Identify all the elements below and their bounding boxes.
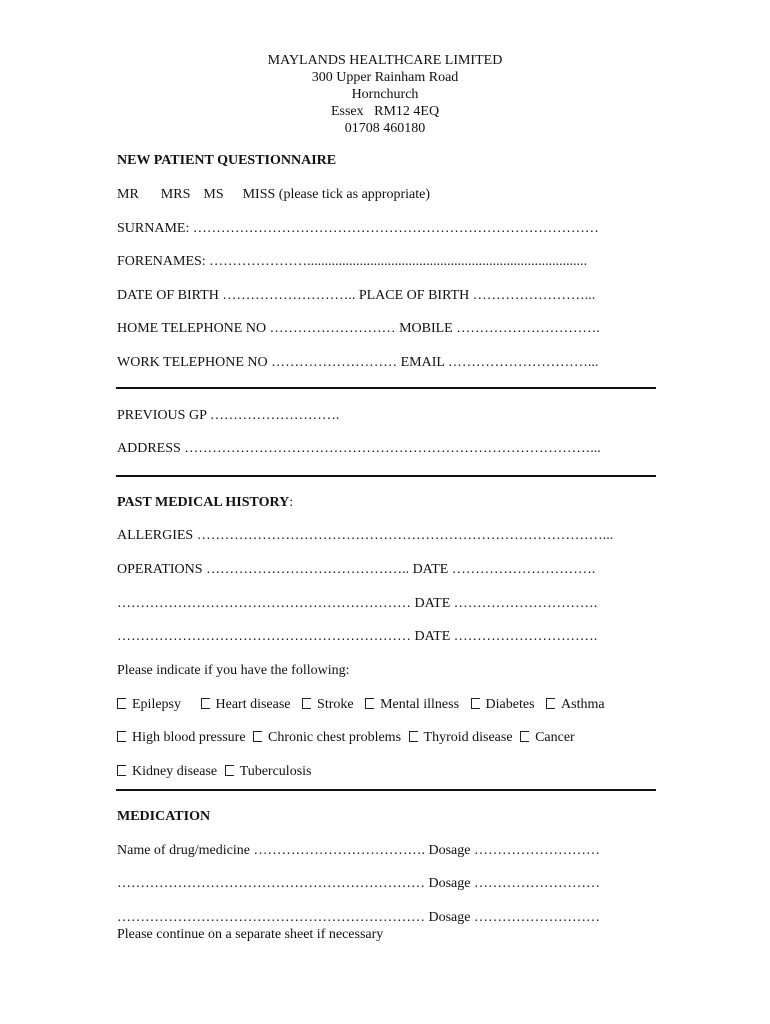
title-option-mrs[interactable]: MRS [160,187,191,202]
medication-heading: MEDICATION [117,809,211,824]
checkbox-heart-disease[interactable] [201,698,210,709]
allergies-field[interactable]: ALLERGIES ……………………………………………………………………………... [117,528,614,543]
checkbox-thyroid-disease[interactable] [409,731,418,742]
address-line-3: Essex RM12 4EQ [330,104,440,119]
title-option-mr[interactable]: MR [117,187,139,202]
history-heading-text: PAST MEDICAL HISTORY [117,495,290,510]
condition-kidney-disease: Kidney disease [132,764,218,779]
home-telephone-field[interactable]: HOME TELEPHONE NO ……………………… MOBILE …………………………. [117,321,600,336]
condition-diabetes: Diabetes [485,697,535,712]
checkbox-asthma[interactable] [546,698,555,709]
condition-mental-illness: Mental illness [380,697,460,712]
medication-line-3[interactable]: ………………………………………………………… Dosage ……………………… [117,910,600,925]
divider-2 [116,475,656,477]
title-option-ms[interactable]: MS [203,187,224,202]
condition-tuberculosis: Tuberculosis [239,764,312,779]
divider-1 [116,387,656,389]
title-option-miss[interactable]: MISS (please tick as appropriate) [242,187,430,202]
condition-epilepsy: Epilepsy [132,697,181,712]
checkbox-tuberculosis[interactable] [225,765,234,776]
condition-thyroid-disease: Thyroid disease [423,730,513,745]
continue-note: Please continue on a separate sheet if necessary [117,927,384,942]
history-heading-colon: : [289,495,294,510]
medication-line-1[interactable]: Name of drug/medicine ………………………………. Dosage ……………………… [117,843,600,858]
checkbox-kidney-disease[interactable] [117,765,126,776]
checkbox-mental-illness[interactable] [365,698,374,709]
work-telephone-field[interactable]: WORK TELEPHONE NO ……………………… EMAIL …………………………... [117,355,599,370]
conditions-row-3 [117,763,653,781]
conditions-prompt: Please indicate if you have the following: [117,663,350,678]
title-options [117,186,653,204]
divider-3 [116,789,656,791]
form-title: NEW PATIENT QUESTIONNAIRE [117,153,337,168]
condition-asthma: Asthma [561,697,605,712]
checkbox-epilepsy[interactable] [117,698,126,709]
condition-heart-disease: Heart disease [215,697,291,712]
operations-line-2[interactable]: ……………………………………………………… DATE …………………………. [117,596,598,611]
operations-field[interactable]: OPERATIONS …………………………………….. DATE …………………………. [117,562,596,577]
condition-chronic-chest-problems: Chronic chest problems [268,730,402,745]
address-line-1: 300 Upper Rainham Road [311,70,459,85]
company-name: MAYLANDS HEALTHCARE LIMITED [267,53,503,68]
gp-address-field[interactable]: ADDRESS ……………………………………………………………………………... [117,441,601,456]
date-of-birth-field[interactable]: DATE OF BIRTH ……………………….. PLACE OF BIRTH ……………………... [117,288,596,303]
condition-cancer: Cancer [535,730,575,745]
condition-stroke: Stroke [317,697,354,712]
checkbox-chronic-chest-problems[interactable] [253,731,262,742]
medication-line-2[interactable]: ………………………………………………………… Dosage ……………………… [117,876,600,891]
checkbox-cancer[interactable] [520,731,529,742]
conditions-row-1 [117,696,653,714]
condition-high-blood-pressure: High blood pressure [132,730,246,745]
company-phone: 01708 460180 [344,121,426,136]
forenames-field[interactable]: FORENAMES: …………………................................................................................ [117,254,588,269]
checkbox-stroke[interactable] [302,698,311,709]
previous-gp-field[interactable]: PREVIOUS GP ………………………. [117,408,340,423]
checkbox-diabetes[interactable] [471,698,480,709]
checkbox-high-blood-pressure[interactable] [117,731,126,742]
letterhead [0,52,770,137]
address-line-2: Hornchurch [351,87,419,102]
operations-line-3[interactable]: ……………………………………………………… DATE …………………………. [117,629,598,644]
surname-field[interactable]: SURNAME: …………………………………………………………………………… [117,221,599,236]
past-medical-history-heading [117,494,653,512]
conditions-row-2 [117,729,653,747]
